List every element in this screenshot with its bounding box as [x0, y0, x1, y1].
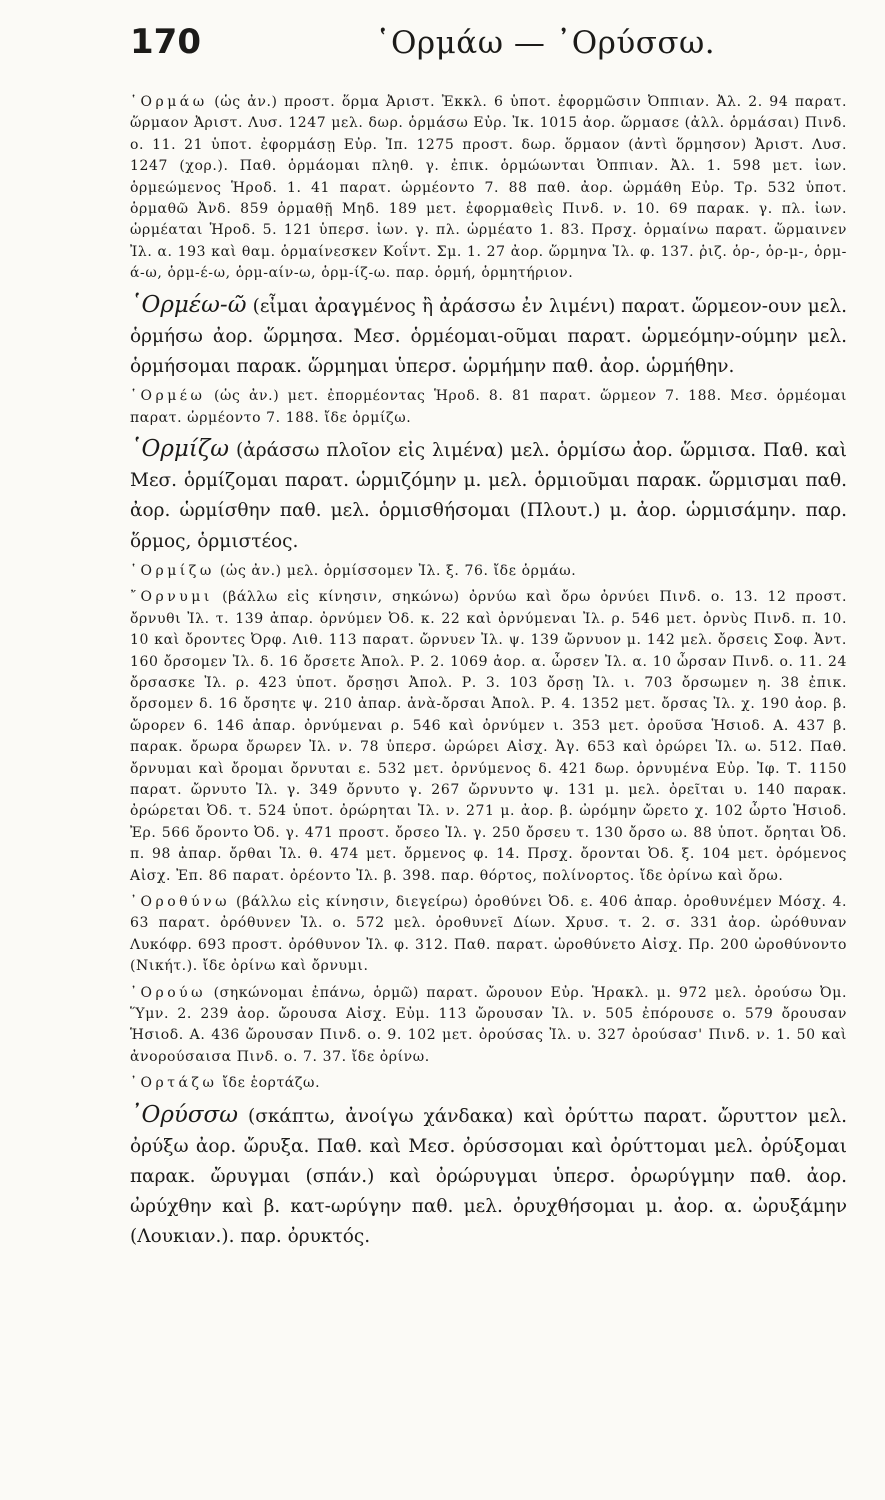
entry-text: (ὡς ἀν.) μετ. ἐπορμέοντας Ἡροδ. 8. 81 παρατ. ὥρμεον 7. 188. Μεσ. ὁρμέομαι παρατ. ὡρμέοντο 7. 188. ἴδε ὁρμίζω. — [130, 388, 847, 426]
entry-lemma: ᾿Ορούω — [130, 984, 207, 1001]
running-head: ῾Ορμάω — ᾿Ορύσσω. — [375, 25, 716, 61]
entry-lemma: ῾Ορμέω-ῶ — [130, 291, 247, 318]
entry-lemma: ᾿Ορτάζω — [130, 1075, 218, 1092]
dictionary-entry — [130, 434, 847, 557]
entry-text: (βάλλω εἰς κίνησιν, διεγείρω) ὀροθύνει Ὀδ. ε. 406 ἀπαρ. ὀροθυνέμεν Μόσχ. 4. 63 παρατ. ὀρόθυνεν Ἰλ. ο. 572 μελ. ὀροθυνεῖ Δίων. Χρυσ. τ. 2. σ. 331 ἀορ. ὠρόθυναν Λυκόφρ. 693 προστ. ὀρόθυνον Ἰλ. φ. 312. Παθ. παρατ. ὠροθύνετο Αἰσχ. Πρ. 200 ὠροθύνοντο (Νικήτ.). ἴδε ὀρίνω καὶ ὄρνυμι. — [130, 893, 847, 975]
entry-lemma: ῾Ορμίζω — [130, 436, 230, 463]
entry-text: (βάλλω εἰς κίνησιν, σηκώνω) ὀρνύω καὶ ὄρω ὀρνύει Πινδ. ο. 13. 12 προστ. ὄρνυθι Ἰλ. τ. 139 ἀπαρ. ὀρνύμεν Ὀδ. κ. 22 καὶ ὀρνύμεναι Ἰλ. ρ. 546 μετ. ὀρνὺς Πινδ. π. 10. 10 καὶ ὄροντες Ὀρφ. Λιθ. 113 παρατ. ὤρνυεν Ἰλ. ψ. 139 ὤρνυον μ. 142 μελ. ὄρσεις Σοφ. Ἀντ. 160 ὄρσομεν Ἰλ. δ. 16 ὄρσετε Ἀπολ. Ρ. 2. 1069 ἀορ. α. ὦρσεν Ἰλ. α. 10 ὦρσαν Πινδ. ο. 11. 24 ὄρσασκε Ἰλ. ρ. 423 ὑποτ. ὄρσῃσι Ἀπολ. Ρ. 3. 103 ὄρσῃ Ἰλ. ι. 703 ὄρσωμεν η. 38 ἐπικ. ὄρσομεν δ. 16 ὄρσητε ψ. 210 ἀπαρ. ἀνὰ-ὄρσαι Ἀπολ. Ρ. 4. 1352 μετ. ὄρσας Ἰλ. χ. 190 ἀορ. β. ὤρορεν 6. 146 ἀπαρ. ὀρνύμεναι ρ. 546 καὶ ὀρνύμεν ι. 353 μετ. ὀροῦσα Ἡσιοδ. Α. 437 β. παρακ. ὄρωρα ὄρωρεν Ἰλ. ν. 78 ὑπερσ. ὠρώρει Αἰσχ. Ἀγ. 653 καὶ ὀρώρει Ἰλ. ω. 512. Παθ. ὄρνυμαι καὶ ὄρομαι ὄρνυται ε. 532 μετ. ὀρνύμενος δ. 421 δωρ. ὀρνυμένα Εὐρ. Ἰφ. Τ. 1150 παρατ. ὤρνυτο Ἰλ. γ. 349 ὄρνυτο γ. 267 ὤρνυντο ψ. 131 μ. μελ. ὀρεῖται υ. 140 παρακ. ὀρώρεται Ὀδ. τ. 524 ὑποτ. ὀρώρηται Ἰλ. ν. 271 μ. ἀορ. β. ὠρόμην ὤρετο χ. 102 ὦρτο Ἡσιοδ. Ἐρ. 566 ὄροντο Ὀδ. γ. 471 προστ. ὄρσεο Ἰλ. γ. 250 ὄρσευ τ. 130 ὄρσο ω. 88 ὑποτ. ὄρηται Ὀδ. π. 98 ἀπαρ. ὄρθαι Ἰλ. θ. 474 μετ. ὄρμενος φ. 14. Πρσχ. ὄρονται Ὀδ. ξ. 104 μετ. ὀρόμενος Αἰσχ. Ἐπ. 86 παρατ. ὀρέοντο Ἰλ. β. 398. παρ. θόρτος, πολίνορτος. ἴδε ὀρίνω καὶ ὄρω. — [130, 589, 847, 884]
entry-list — [130, 92, 847, 1253]
entry-text: (σκάπτω, ἀνοίγω χάνδακα) καὶ ὀρύττω παρατ. ὤρυττον μελ. ὀρύξω ἀορ. ὤρυξα. Παθ. καὶ Μεσ. ὀρύσσομαι καὶ ὀρύττομαι μελ. ὀρύξομαι παρακ. ὤρυγμαι (σπάν.) καὶ ὀρώρυγμαι ὑπερσ. ὀρωρύγμην παθ. ἀορ. ὠρύχθην καὶ β. κατ-ωρύγην παθ. μελ. ὀρυχθήσομαι μ. ἀορ. α. ὠρυξάμην (Λουκιαν.). παρ. ὀρυκτός. — [130, 1105, 847, 1248]
entry-text: (ὡς ἀν.) μελ. ὁρμίσσομεν Ἰλ. ξ. 76. ἴδε ὁρμάω. — [214, 562, 577, 579]
entry-text: (ὡς ἀν.) προστ. ὅρμα Ἀριστ. Ἐκκλ. 6 ὑποτ. ἐφορμῶσιν Ὀππιαν. Ἀλ. 2. 94 παρατ. ὥρμαον Ἀριστ. Λυσ. 1247 μελ. δωρ. ὁρμάσω Εὐρ. Ἰκ. 1015 ἀορ. ὥρμασε (ἀλλ. ὁρμάσαι) Πινδ. ο. 11. 21 ὑποτ. ἐφορμάσῃ Εὐρ. Ἰπ. 1275 προστ. δωρ. ὅρμαον (ἀντὶ ὅρμησον) Ἀριστ. Λυσ. 1247 (χορ.). Παθ. ὁρμάομαι πληθ. γ. ἐπικ. ὁρμώωνται Ὀππιαν. Ἀλ. 1. 598 μετ. ἰων. ὁρμεώμενος Ἡροδ. 1. 41 παρατ. ὡρμέοντο 7. 88 παθ. ἀορ. ὡρμάθη Εὐρ. Τρ. 532 ὑποτ. ὁρμαθῶ Ἀνδ. 859 ὁρμαθῇ Μηδ. 189 μετ. ἐφορμαθεὶς Πινδ. ν. 10. 69 παρακ. γ. πλ. ἰων. ὡρμέαται Ἡροδ. 5. 121 ὑπερσ. ἰων. γ. πλ. ὡρμέατο 1. 83. Πρσχ. ὁρμαίνω παρατ. ὥρμαινεν Ἰλ. α. 193 καὶ θαμ. ὁρμαίνεσκεν Κοΐντ. Σμ. 1. 27 ἀορ. ὥρμηνα Ἰλ. φ. 137. ῥιζ. ὁρ-, ὁρ-μ-, ὁρμ-ά-ω, ὁρμ-έ-ω, ὁρμ-αίν-ω, ὁρμ-ίζ-ω. παρ. ὁρμή, ὁρμητήριον. — [130, 94, 847, 282]
dictionary-entry — [130, 290, 847, 383]
entry-lemma: ῾Ορμίζω — [130, 562, 215, 579]
dictionary-entry — [130, 92, 847, 285]
entry-text: (ἀράσσω πλοῖον εἰς λιμένα) μελ. ὁρμίσω ἀορ. ὥρμισα. Παθ. καὶ Μεσ. ὁρμίζομαι παρατ. ὡρμιζόμην μ. μελ. ὁρμιοῦμαι παρακ. ὥρμισμαι παθ. ἀορ. ὡρμίσθην παθ. μελ. ὁρμισθήσομαι (Πλουτ.) μ. ἀορ. ὡρμισάμην. παρ. ὅρμος, ὁρμιστέος. — [130, 440, 847, 552]
entry-text: ἴδε ἑορτάζω. — [217, 1075, 321, 1092]
entry-lemma: ῎Ορνυμι — [130, 589, 213, 606]
dictionary-entry — [130, 892, 847, 978]
entry-lemma: ᾿Οροθύνω — [130, 893, 231, 910]
dictionary-entry — [130, 587, 847, 887]
dictionary-entry — [130, 1100, 847, 1253]
dictionary-entry — [130, 561, 847, 582]
page-number: 170 — [130, 22, 201, 62]
entry-lemma: ᾿Ορύσσω — [130, 1101, 239, 1128]
entry-lemma: ῾Ορμάω — [130, 94, 208, 110]
entry-text: (σηκώνομαι ἐπάνω, ὁρμῶ) παρατ. ὤρουον Εὐρ. Ἡρακλ. μ. 972 μελ. ὀρούσω Ὀμ. Ὕμν. 2. 239 ἀορ. ὤρουσα Αἰσχ. Εὐμ. 113 ὤρουσαν Ἰλ. ν. 505 ἐπόρουσε ο. 579 ὄρουσαν Ἡσιοδ. Α. 436 ὤρουσαν Πινδ. ο. 9. 102 μετ. ὀρούσας Ἰλ. υ. 327 ὀρούσασ' Πινδ. ν. 1. 50 καὶ ἀνορούσαισα Πινδ. ο. 7. 37. ἴδε ὀρίνω. — [130, 984, 847, 1065]
page-header — [130, 22, 847, 74]
dictionary-entry — [130, 1073, 847, 1094]
entry-text: (εἶμαι ἀραγμένος ἢ ἀράσσω ἐν λιμένι) παρατ. ὥρμεον-ουν μελ. ὁρμήσω ἀορ. ὥρμησα. Μεσ. ὁρμέομαι-οῦμαι παρατ. ὡρμεόμην-ούμην μελ. ὁρμήσομαι παρακ. ὥρμημαι ὑπερσ. ὡρμήμην παθ. ἀορ. ὡρμήθην. — [130, 295, 847, 378]
dictionary-entry — [130, 983, 847, 1069]
dictionary-entry — [130, 386, 847, 429]
entry-lemma: ῾Ορμέω — [130, 388, 206, 405]
